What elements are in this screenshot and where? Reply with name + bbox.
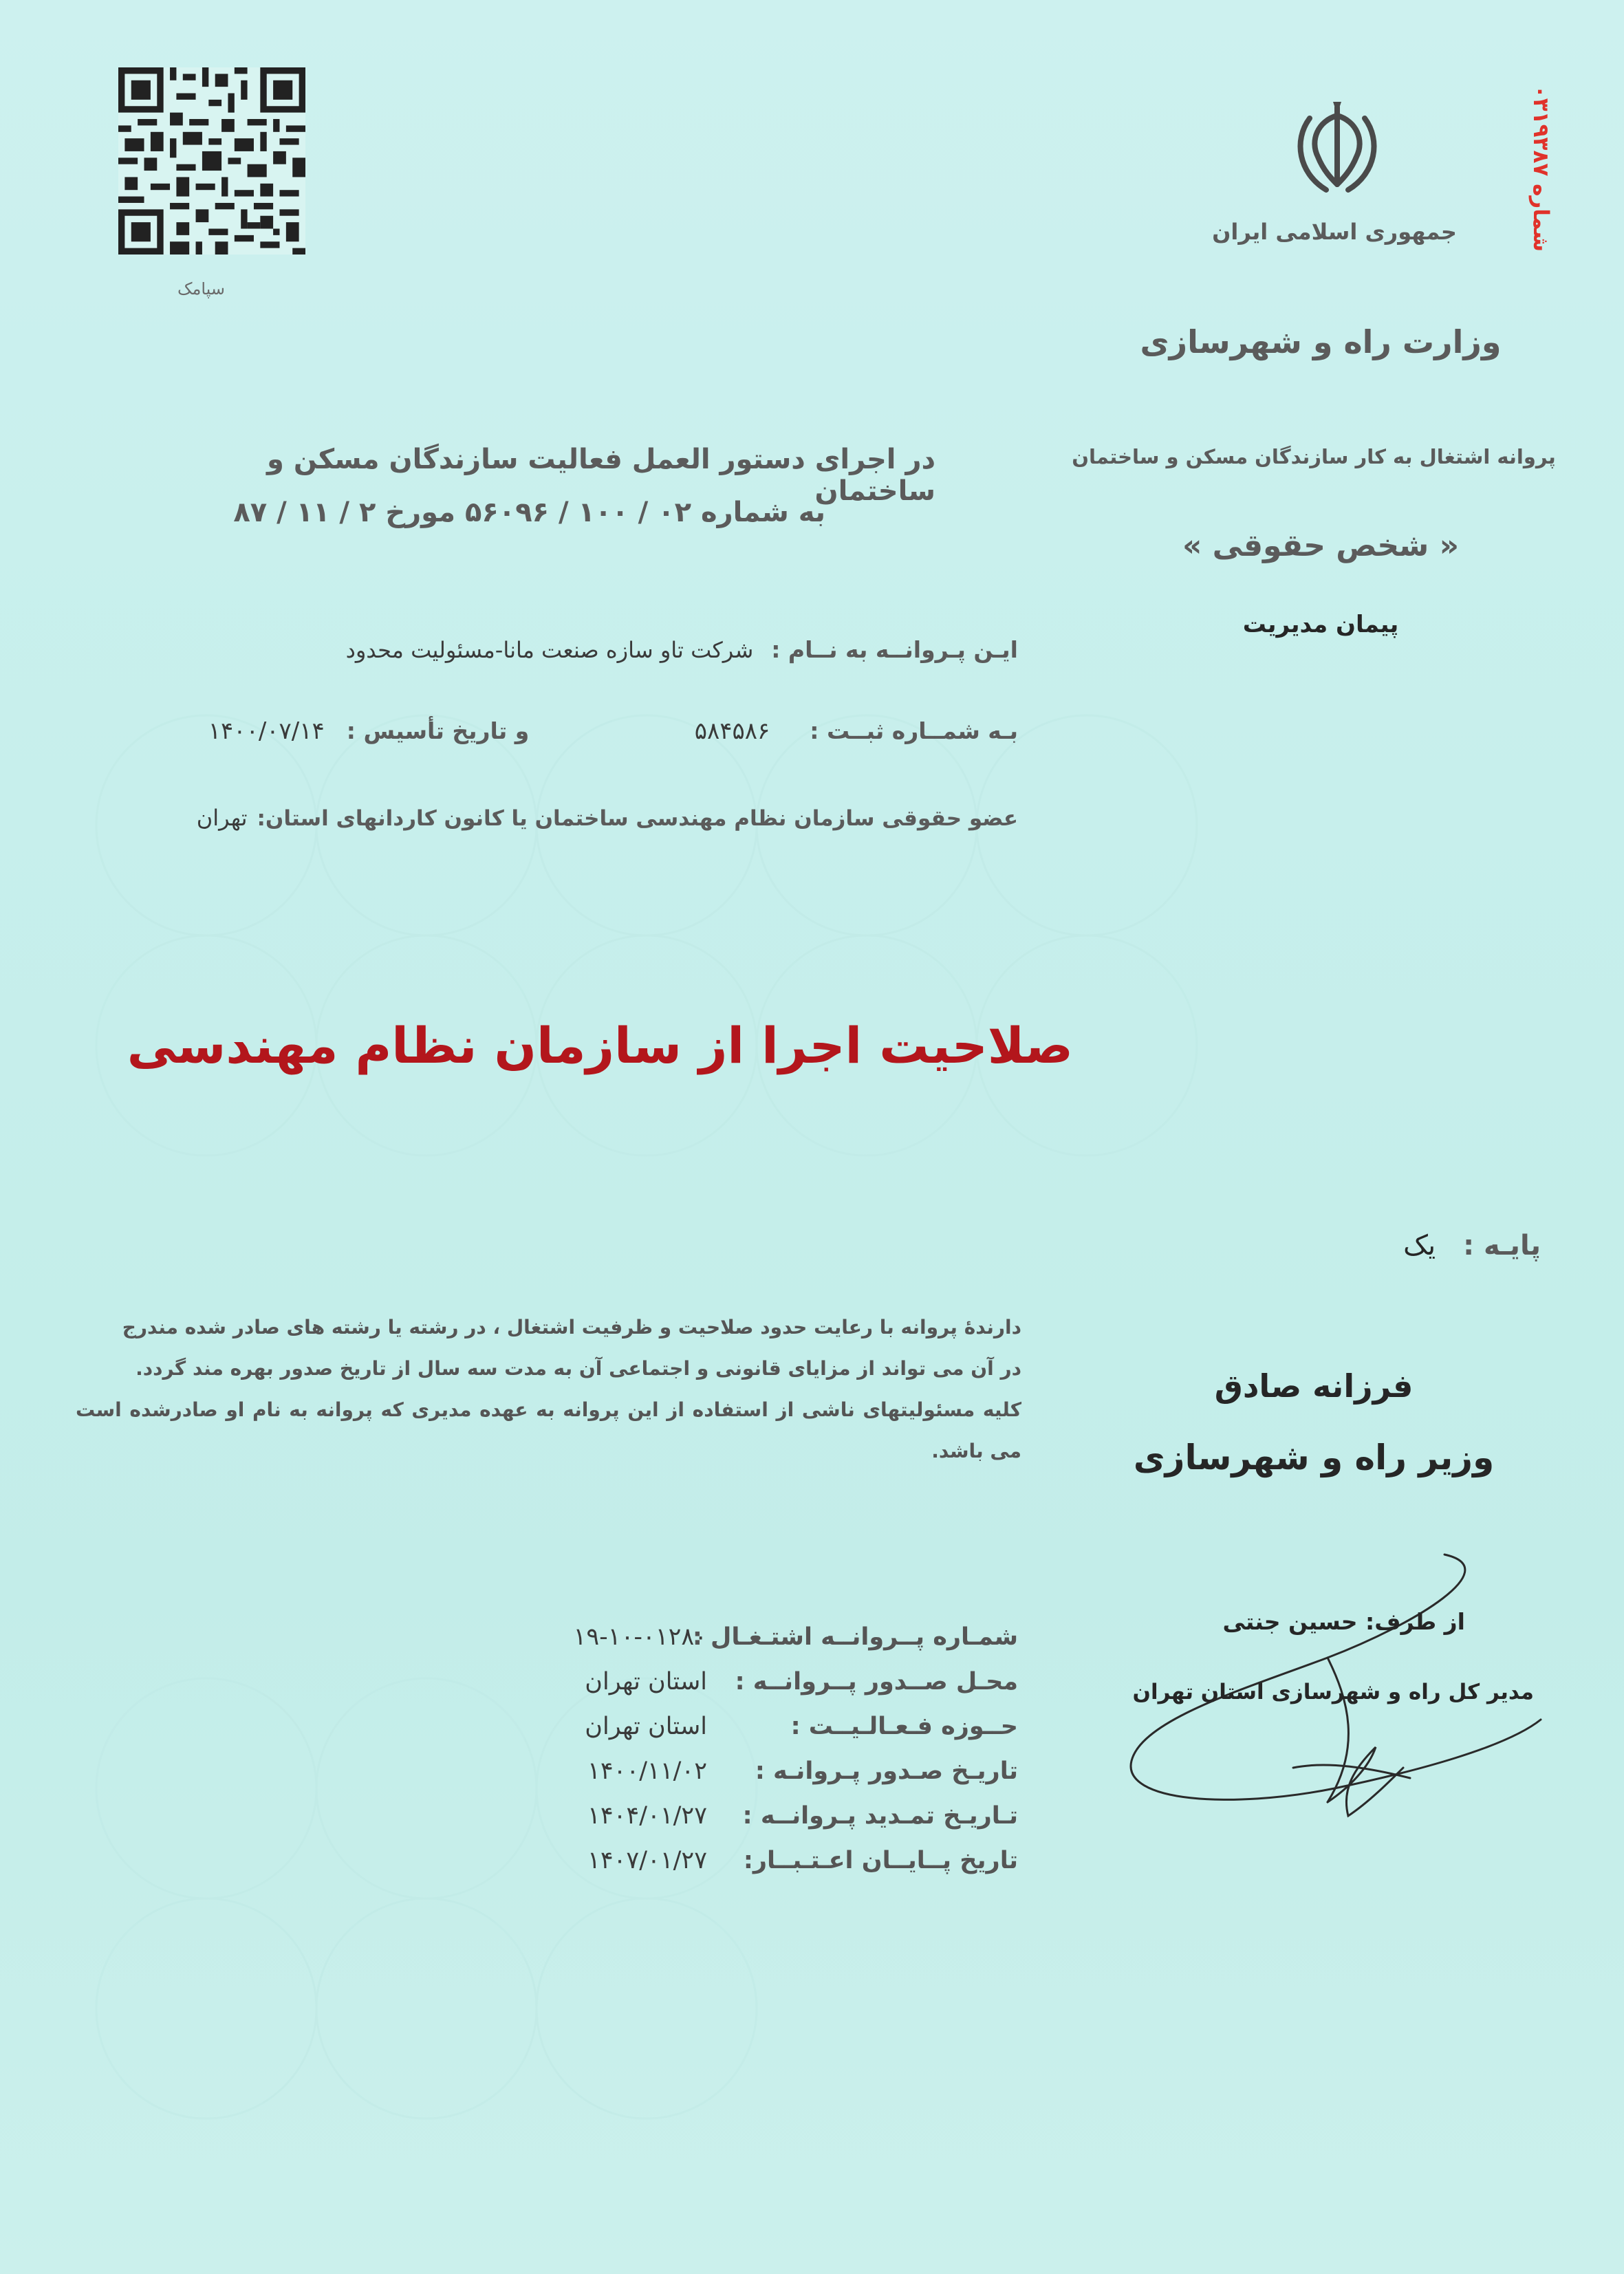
detail-value: ۱۴۰۷/۰۱/۲۷ — [587, 1847, 707, 1874]
condition-line: دارندهٔ پروانه با رعایت حدود صلاحیت و ظرفیت اشتغال ، در رشته یا رشته های صادر شده مندرج — [122, 1316, 1021, 1339]
registration-label: بـه شمــاره ثبــت : — [810, 717, 1018, 744]
serial-number-text: شماره ۰۳۱۹۳۸۷ — [1528, 85, 1553, 252]
iran-emblem-icon — [1293, 102, 1381, 204]
founded-label: و تاریخ تأسیس : — [346, 717, 530, 744]
detail-value: ۱۴۰۴/۰۱/۲۷ — [587, 1802, 707, 1830]
ministry-title: وزارت راه و شهرسازی — [1140, 323, 1502, 360]
detail-label: حــوزه فـعـالـیــت : — [790, 1713, 1018, 1740]
serial-number — [1520, 65, 1561, 272]
preamble-line-2: به شماره ۰۲ / ۱۰۰ / ۵۶۰۹۶ مورخ ۲ / ۱۱ / ۸۷ — [233, 497, 825, 528]
holder-name-row — [103, 636, 1018, 663]
membership-label: عضو حقوقی سازمان نظام مهندسی ساختمان یا کانون کاردانهای استان: — [257, 806, 1018, 831]
registration-value: ۵۸۴۵۸۶ — [694, 717, 770, 745]
conditions-paragraph — [76, 1307, 1021, 1472]
person-type: « شخص حقوقی » — [1182, 528, 1460, 563]
field-of-work: پیمان مدیریت — [1242, 611, 1399, 638]
detail-label: تاریـخ صـدور پـروانـه : — [755, 1757, 1018, 1785]
license-details — [537, 1623, 1018, 1892]
membership-value: تهران — [196, 805, 248, 831]
registration-row — [103, 717, 1018, 745]
detail-value: استان تهران — [585, 1713, 707, 1740]
detail-row — [537, 1802, 1018, 1847]
founded-value: ۱۴۰۰/۰۷/۱۴ — [208, 717, 325, 745]
detail-row — [537, 1847, 1018, 1892]
grade-label: پایـه : — [1463, 1230, 1541, 1261]
delegate-line-2: مدیر کل راه و شهرسازی استان تهران — [1132, 1680, 1534, 1704]
preamble-line-1: در اجرای دستور العمل فعالیت سازندگان مسکن و ساختمان — [267, 444, 935, 507]
holder-name-value: شرکت تاو سازه صنعت مانا-مسئولیت محدود — [345, 637, 754, 663]
qr-caption: سپامک — [177, 279, 225, 299]
detail-value: ۱۴۰۰/۱۱/۰۲ — [587, 1757, 707, 1785]
detail-row — [537, 1668, 1018, 1713]
membership-row — [103, 805, 1018, 831]
detail-row — [537, 1757, 1018, 1802]
detail-value: ۱۹-۱۰-۰۱۲۸۰ — [573, 1623, 707, 1651]
holder-name-label: ایـن پـروانــه به نــام : — [771, 636, 1018, 663]
detail-row — [537, 1623, 1018, 1668]
detail-label: تاریخ پــایــان اعـتـبــار: — [743, 1847, 1018, 1874]
condition-line: کلیه مسئولیتهای ناشی از استفاده از این پروانه به عهده مدیری که پروانه به نام او صادرشده است می باشد. — [76, 1398, 1021, 1462]
grade-value: یک — [1403, 1230, 1436, 1261]
detail-value: استان تهران — [585, 1668, 707, 1696]
delegate-line-1: از طرف: حسین جنتی — [1222, 1608, 1465, 1635]
detail-label: شمـاره پــروانــه اشتـغـال : — [692, 1623, 1018, 1651]
republic-title: جمهوری اسلامی ایران — [1212, 219, 1457, 245]
qr-code — [118, 67, 305, 255]
minister-title: وزیر راه و شهرسازی — [1133, 1438, 1495, 1477]
detail-label: محـل صــدور پــروانــه : — [735, 1668, 1018, 1696]
minister-name: فرزانه صادق — [1214, 1367, 1414, 1405]
qualification-headline: صلاحیت اجرا از سازمان نظام مهندسی — [127, 1017, 1073, 1074]
detail-label: تـاریـخ تمـدید پـروانــه : — [742, 1802, 1018, 1830]
grade-row — [1266, 1230, 1541, 1261]
condition-line: در آن می تواند از مزایای قانونی و اجتماعی آن به مدت سه سال از تاریخ صدور بهره مند گردد. — [136, 1357, 1021, 1380]
license-title: پروانه اشتغال به کار سازندگان مسکن و ساختمان — [1072, 445, 1556, 468]
detail-row — [537, 1713, 1018, 1757]
